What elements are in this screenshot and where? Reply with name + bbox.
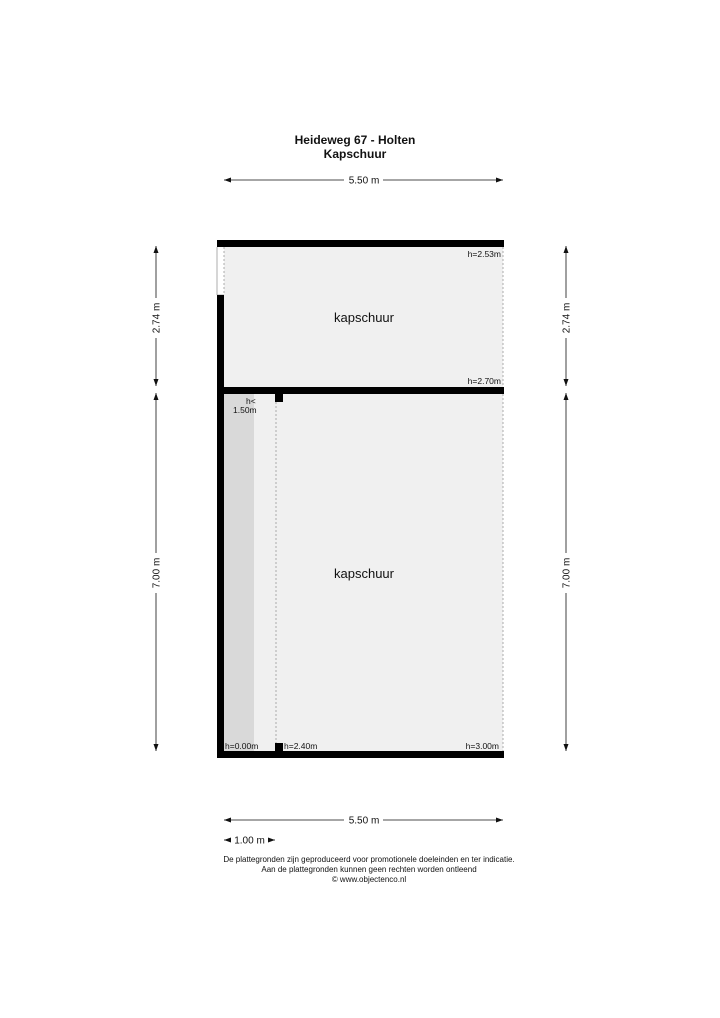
dimension-bottom-label: 5.50 m xyxy=(348,815,380,827)
dimension-left-lower-label: 7.00 m xyxy=(151,557,163,589)
footer-disclaimer-1: De plattegronden zijn geproduceerd voor promotionele doeleinden en ter indicatie. xyxy=(223,855,515,864)
plan-title: Heideweg 67 - Holten xyxy=(294,133,416,147)
scale-bar-label: 1.00 m xyxy=(234,835,265,847)
wall-bottom xyxy=(217,751,504,758)
plan-subtitle: Kapschuur xyxy=(323,147,387,161)
height-low-line-1: h< xyxy=(246,396,256,406)
dimension-right-upper-label: 2.74 m xyxy=(561,302,573,334)
wall-top xyxy=(217,240,504,247)
dimension-left-upper-label: 2.74 m xyxy=(151,302,163,334)
column-bottom xyxy=(275,743,283,751)
wall-middle xyxy=(217,387,504,394)
height-upper-top: h=2.53m xyxy=(467,249,501,259)
height-lower-right: h=3.00m xyxy=(465,741,499,751)
footer-copyright: © www.objectenco.nl xyxy=(331,875,407,884)
dimension-bottom xyxy=(224,816,503,827)
scale-bar xyxy=(224,836,275,847)
height-upper-bottom: h=2.70m xyxy=(467,376,501,386)
height-low-line-2: 1.50m xyxy=(233,405,257,415)
room-lower-label: kapschuur xyxy=(334,566,394,581)
column-top xyxy=(275,394,283,402)
dimension-left xyxy=(152,246,163,751)
room-upper-label: kapschuur xyxy=(334,310,394,325)
door-opening xyxy=(217,247,224,295)
footer-disclaimer-2: Aan de plattegronden kunnen geen rechten worden ontleend xyxy=(261,865,477,874)
dimension-right xyxy=(562,246,573,751)
height-lower-left: h=0.00m xyxy=(225,741,259,751)
height-lower-mid: h=2.40m xyxy=(284,741,318,751)
wall-left xyxy=(217,295,224,758)
dimension-top-label: 5.50 m xyxy=(348,175,380,187)
low-ceiling-zone xyxy=(224,394,254,751)
dimension-right-lower-label: 7.00 m xyxy=(561,557,573,589)
dimension-top xyxy=(224,176,503,187)
